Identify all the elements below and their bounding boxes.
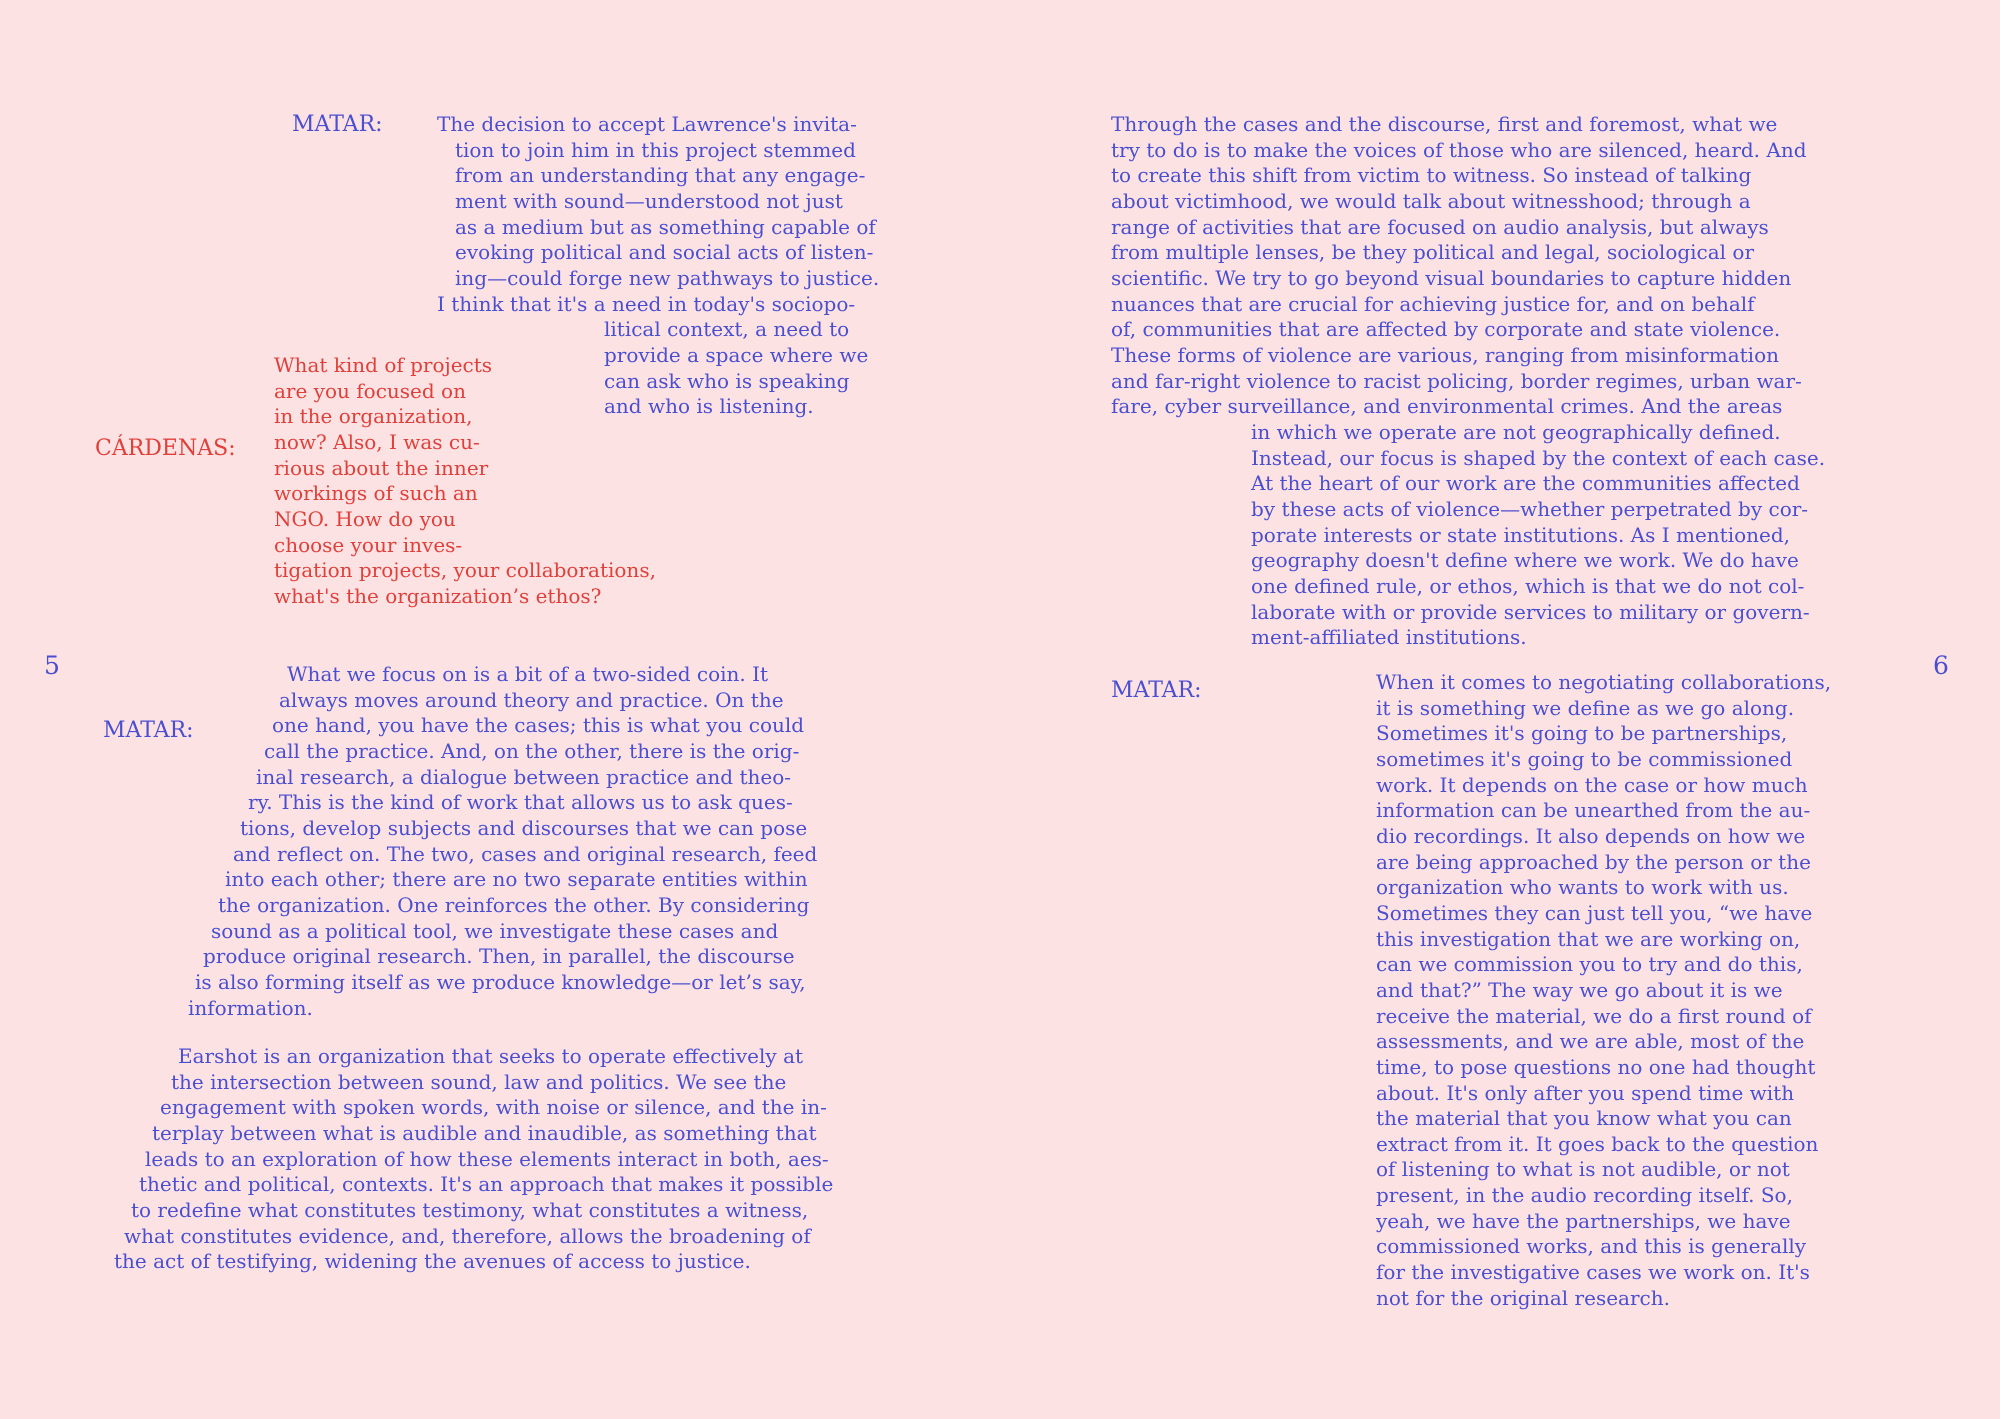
text-line: rious about the inner [274,455,489,480]
text-line: from multiple lenses, be they political and legal, sociological or [1111,240,1755,265]
text-line: porate interests or state institutions. As I mentioned, [1251,522,1791,547]
text-line: the organization. One reinforces the other. By considering [218,892,810,917]
text-line: evoking political and social acts of listen- [455,240,874,265]
text-line: the act of testifying, widening the avenues of access to justice. [114,1249,751,1274]
text-line: sound as a political tool, we investigate these cases and [211,918,779,943]
text-line: Earshot is an organization that seeks to operate effectively at [178,1044,804,1068]
text-line: litical context, a need to [604,317,850,342]
text-line: inal research, a dialogue between practice and theo- [256,764,791,789]
text-line: leads to an exploration of how these elements interact in both, aes- [145,1146,829,1171]
text-line: to redefine what constitutes testimony, what constitutes a witness, [131,1197,809,1222]
text-line: time, to pose questions no one had thought [1376,1054,1816,1079]
text-line: I think that it's a need in today's sociopo- [437,291,856,316]
text-line: the material that you know what you can [1376,1106,1792,1131]
text-line: engagement with spoken words, with noise or silence, and the in- [160,1095,827,1120]
text-line: work. It depends on the case or how much [1376,772,1808,797]
text-line: ment-affiliated institutions. [1251,625,1527,650]
text-line: tigation projects, your collaborations, [274,558,656,583]
text-line: Sometimes they can just tell you, “we have [1376,900,1813,925]
page-number-right: 6 [1933,651,1949,680]
text-line: range of activities that are focused on audio analysis, but always [1111,214,1769,239]
text-line: can we commission you to try and do this, [1376,952,1803,977]
text-line: and that?” The way we go about it is we [1376,977,1783,1002]
text-line: always moves around theory and practice. On the [279,687,784,712]
text-line: are being approached by the person or the [1376,849,1811,874]
text-line: ry. This is the kind of work that allows us to ask ques- [248,790,793,815]
text-line: sometimes it's going to be commissioned [1376,746,1793,771]
speaker-label-cardenas: CÁRDENAS: [95,436,236,461]
text-line: assessments, and we are able, most of the [1376,1029,1805,1054]
text-line: tions, develop subjects and discourses that we can pose [240,815,808,840]
text-line: ment with sound—understood not just [455,188,843,213]
text-line: of, communities that are affected by corporate and state violence. [1111,317,1781,342]
text-line: and far-right violence to racist policing, border regimes, urban war- [1111,368,1802,393]
page-number-left: 5 [44,651,60,680]
text-line: What kind of projects [274,353,493,377]
text-line: from an understanding that any engage- [455,163,866,188]
text-line: thetic and political, contexts. It's an approach that makes it possible [139,1172,834,1197]
text-line: now? Also, I was cu- [274,429,480,454]
text-line: about victimhood, we would talk about witnesshood; through a [1111,188,1751,213]
speaker-label-matar: MATAR: [292,112,383,137]
text-line: At the heart of our work are the communities affected [1251,471,1800,496]
text-line: and who is listening. [604,394,814,419]
text-line: can ask who is speaking [604,368,850,393]
text-line: NGO. How do you [274,506,456,531]
text-line: When it comes to negotiating collaborations, [1376,670,1832,694]
text-line: are you focused on [274,378,466,403]
text-line: These forms of violence are various, ranging from misinformation [1111,342,1779,367]
text-line: geography doesn't define where we work. We do have [1251,548,1799,573]
text-line: workings of such an [274,481,478,506]
text-line: scientific. We try to go beyond visual boundaries to capture hidden [1111,265,1792,290]
text-line: Instead, our focus is shaped by the context of each case. [1251,445,1826,470]
text-line: it is something we define as we go along. [1376,695,1795,720]
question-block [274,353,656,610]
text-line: about. It's only after you spend time with [1376,1080,1795,1105]
answer-block-collaborations [1376,670,1831,1311]
text-line: organization who wants to work with us. [1376,875,1789,900]
text-line: call the practice. And, on the other, there is the orig- [264,738,800,763]
text-line: to create this shift from victim to witness. So instead of talking [1111,163,1752,188]
text-line: one defined rule, or ethos, which is that we do not col- [1251,573,1805,598]
answer-block-voices [1111,112,1807,420]
text-line: in the organization, [274,404,473,429]
text-line: dio recordings. It also depends on how we [1376,823,1806,848]
answer-block-geography [1251,420,1825,651]
text-line: is also forming itself as we produce knowledge—or let’s say, [195,969,806,994]
text-line: terplay between what is audible and inaudible, as something that [152,1120,817,1145]
text-line: provide a space where we [604,342,869,367]
text-line: commissioned works, and this is generally [1376,1234,1807,1259]
text-line: nuances that are crucial for achieving justice for, and on behalf [1111,291,1755,316]
text-line: this investigation that we are working on, [1376,926,1801,951]
text-line: Sometimes it's going to be partnerships, [1376,721,1788,746]
text-line: What we focus on is a bit of a two-sided coin. It [287,662,769,686]
answer-paragraph-earshot [0,1044,833,1275]
text-line: laborate with or provide services to military or govern- [1251,599,1810,624]
text-line: choose your inves- [274,532,463,557]
text-line: Through the cases and the discourse, first and foremost, what we [1111,112,1778,136]
answer-paragraph-focus [0,662,817,1021]
text-line: The decision to accept Lawrence's invita- [437,112,857,136]
text-line: yeah, we have the partnerships, we have [1376,1208,1791,1233]
text-line: receive the material, we do a first round of [1376,1003,1812,1028]
text-line: as a medium but as something capable of [455,214,876,239]
text-line: extract from it. It goes back to the question [1376,1131,1819,1156]
speaker-label-matar-3: MATAR: [1111,678,1202,703]
text-line: present, in the audio recording itself. So, [1376,1183,1793,1208]
text-line: tion to join him in this project stemmed [455,137,856,162]
text-line: not for the original research. [1376,1285,1670,1310]
text-line: into each other; there are no two separate entities within [225,867,808,892]
speaker-label-matar-2: MATAR: [103,718,194,743]
text-line: in which we operate are not geographically defined. [1251,420,1781,444]
text-line: what's the organization’s ethos? [274,583,602,608]
text-line: for the investigative cases we work on. It's [1376,1260,1810,1285]
text-line: produce original research. Then, in parallel, the discourse [203,944,795,969]
text-line: one hand, you have the cases; this is what you could [272,713,805,738]
text-line: try to do is to make the voices of those who are silenced, heard. And [1111,137,1807,162]
text-line: and reflect on. The two, cases and original research, feed [233,841,818,866]
text-line: information can be unearthed from the au- [1376,798,1811,823]
text-line: what constitutes evidence, and, therefore, allows the broadening of [124,1223,811,1248]
text-line: information. [188,995,313,1020]
text-line: ing—could forge new pathways to justice. [455,265,880,290]
text-line: the intersection between sound, law and politics. We see the [171,1069,787,1094]
text-line: by these acts of violence—whether perpetrated by cor- [1251,496,1809,521]
text-line: fare, cyber surveillance, and environmental crimes. And the areas [1111,394,1783,419]
text-line: of listening to what is not audible, or not [1376,1157,1790,1182]
